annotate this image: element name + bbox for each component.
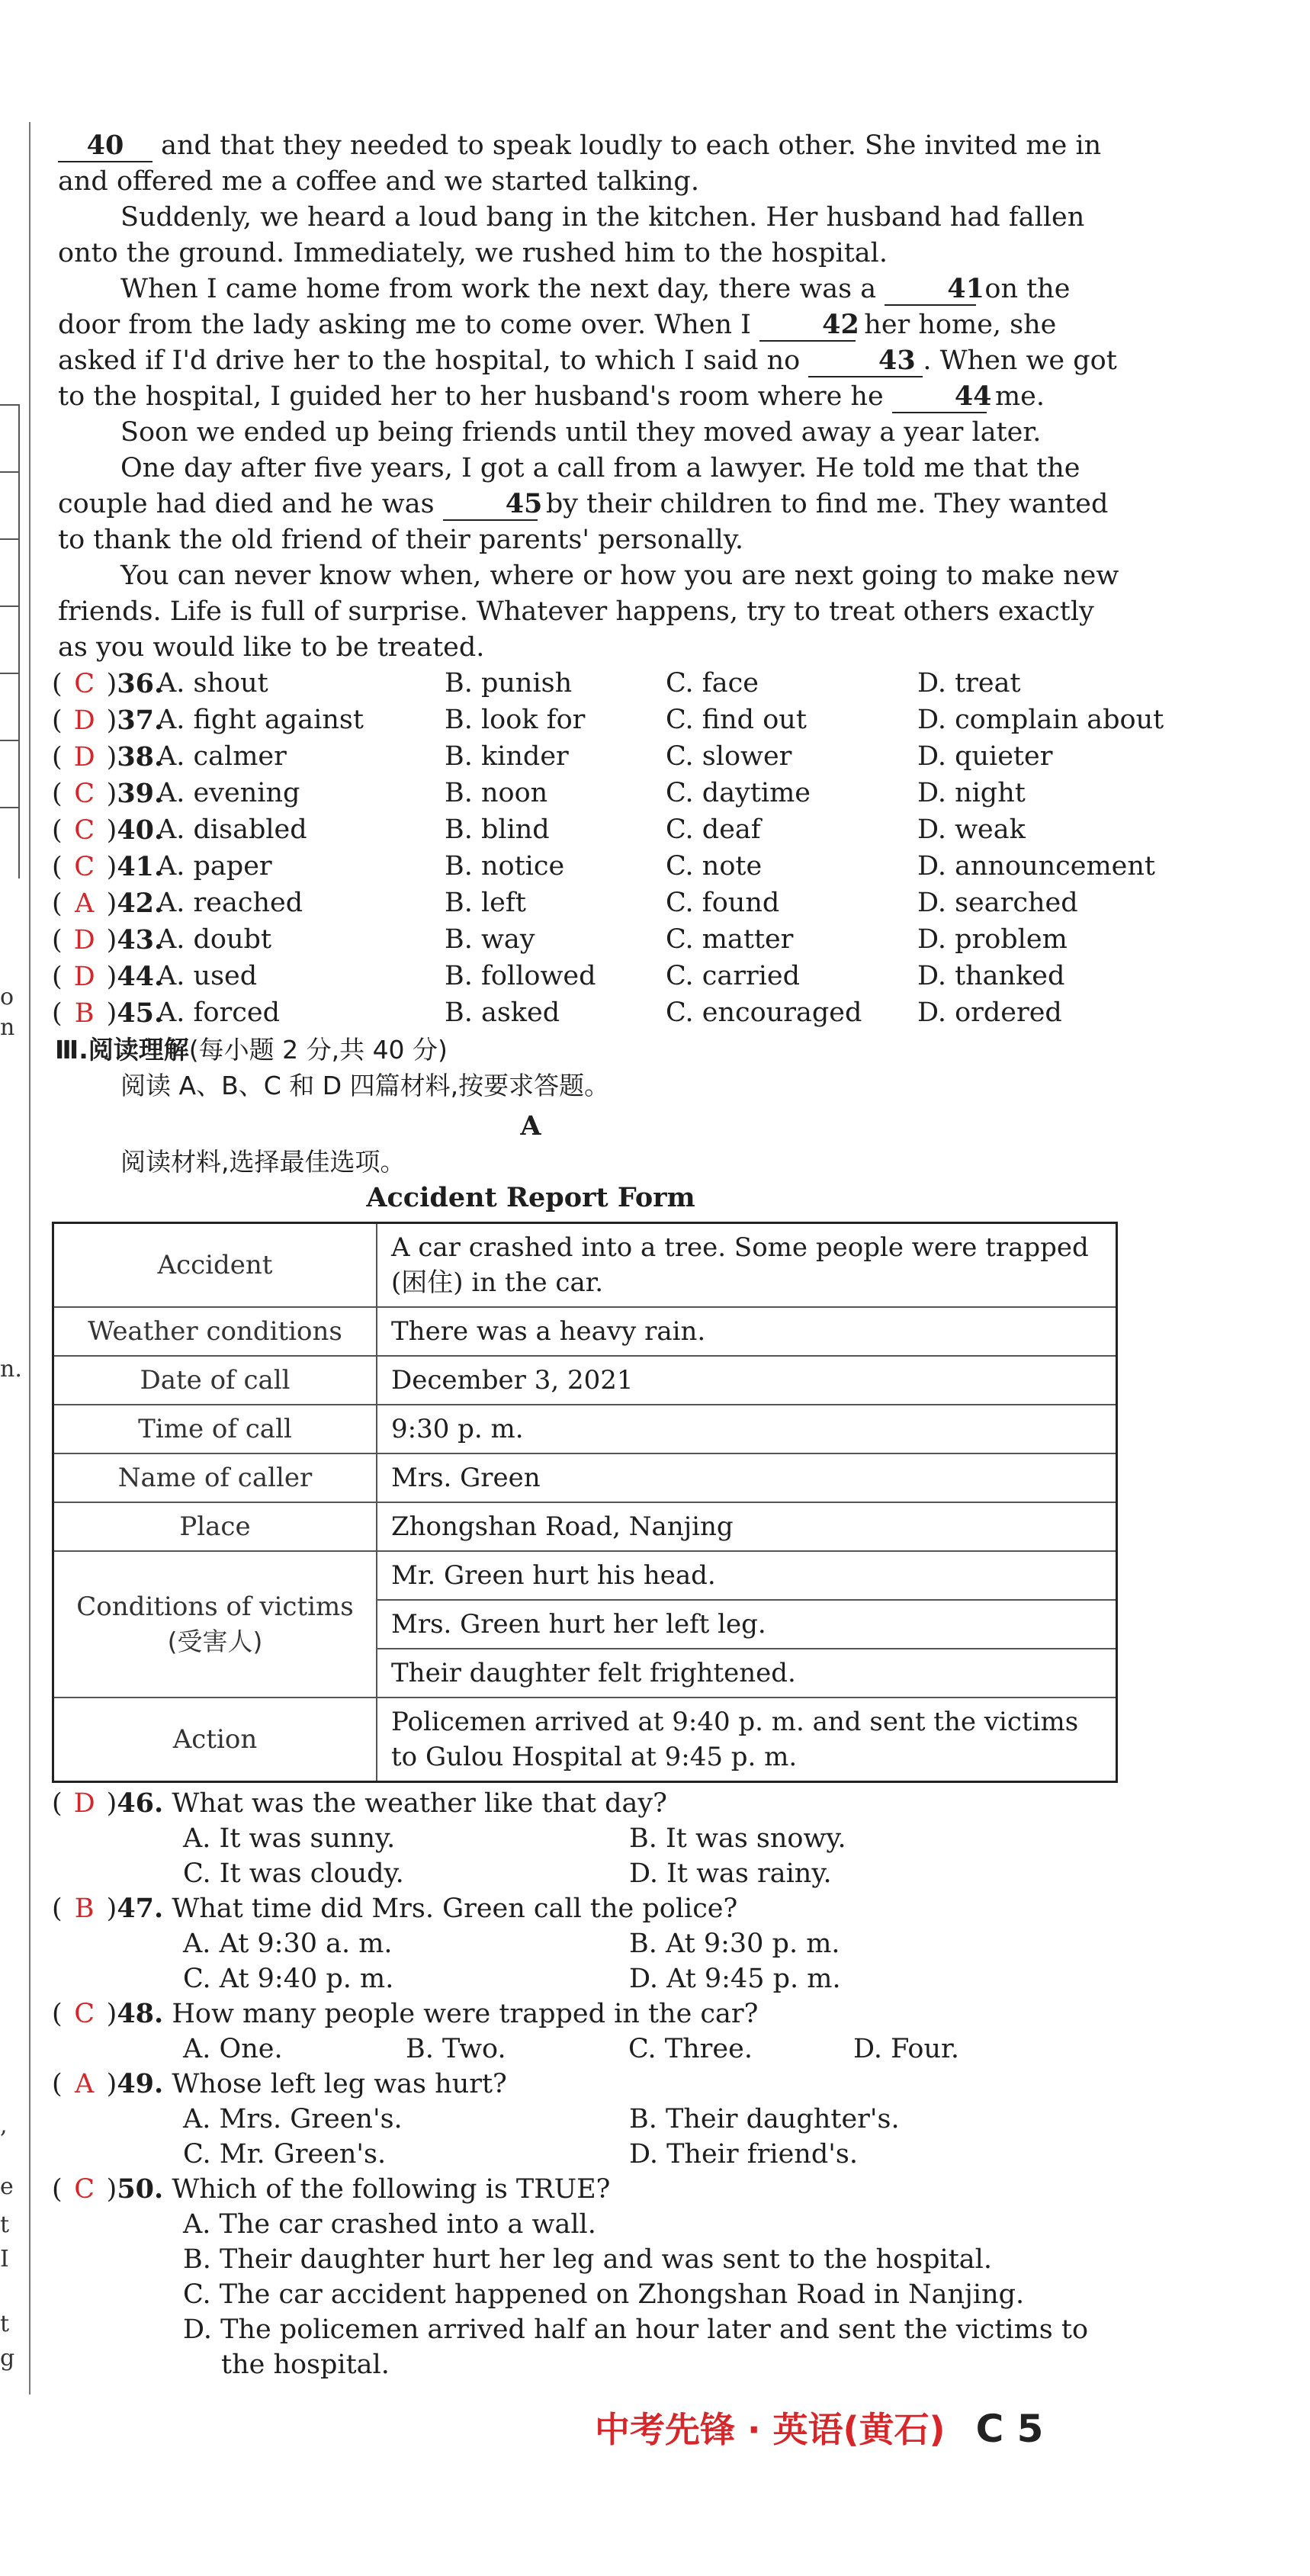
answer-mark: C bbox=[74, 1999, 95, 2029]
option-b: B. asked bbox=[445, 997, 560, 1028]
question-number: 40. bbox=[117, 814, 164, 846]
cloze-passage bbox=[58, 128, 1125, 666]
option-c: C. Three. bbox=[628, 2034, 753, 2064]
option-d: D. night bbox=[917, 778, 1026, 808]
passage-paragraph: When I came home from work the next day, there was a 41 on the door from the lady asking me to come over. When I 42 her home, she asked if I'd drive her to the hospital, to which I said no 43 . When we got to the hospital, I guided her to her husband's room where he 44 me. bbox=[58, 273, 1117, 412]
form-label: Conditions of victims (受害人) bbox=[53, 1551, 377, 1698]
form-row-victims bbox=[53, 1551, 1117, 1600]
option-b: B. look for bbox=[445, 705, 586, 735]
form-label: Date of call bbox=[53, 1356, 377, 1405]
option-a: A. One. bbox=[183, 2034, 283, 2064]
mcq-row: ( D )38. A. calmer B. kinder C. slower D. quieter bbox=[52, 739, 1125, 776]
question-number: 44. bbox=[117, 961, 164, 992]
mcq-row: ( A )42. A. reached B. left C. found D. searched bbox=[52, 885, 1125, 922]
question-stem: Which of the following is TRUE? bbox=[172, 2174, 611, 2205]
margin-fragment: n. bbox=[0, 1356, 22, 1383]
answer-mark: B bbox=[74, 998, 95, 1029]
question-50: ( C )50. Which of the following is TRUE? A. The car crashed into a wall. B. Their daughter hurt her leg and was sent to the hospital. C. The car accident happened on Zhongshan Road in Nanjing. D. The policemen arrived half an hour later and sent the victims to the hospital. bbox=[52, 2172, 1125, 2382]
option-b: B. way bbox=[445, 924, 535, 955]
part-label: A bbox=[520, 1110, 541, 1142]
option-a: A. forced bbox=[157, 997, 281, 1028]
option-b: B. punish bbox=[445, 668, 573, 699]
question-46: ( D )46. What was the weather like that day? A. It was sunny. B. It was snowy. C. It was cloudy. D. It was rainy. bbox=[52, 1786, 1125, 1891]
option-c: C. find out bbox=[666, 705, 807, 735]
option-c: C. Mr. Green's. bbox=[183, 2139, 387, 2170]
margin-fragment: g bbox=[0, 2345, 15, 2372]
option-a: A. evening bbox=[157, 778, 300, 808]
margin-fragment: n bbox=[0, 1014, 15, 1041]
answer-mark: D bbox=[73, 1788, 95, 1819]
reading-questions bbox=[52, 1786, 1125, 2382]
margin-fragment: , bbox=[0, 2112, 8, 2139]
option-b: B. kinder bbox=[445, 741, 569, 772]
section-score-note: (每小题 2 分,共 40 分) bbox=[188, 1035, 448, 1065]
answer-mark: D bbox=[73, 962, 95, 992]
passage-paragraph: Suddenly, we heard a loud bang in the kitchen. Her husband had fallen onto the ground. Immediately, we rushed him to the hospital. bbox=[58, 202, 1085, 268]
passage-paragraph: Soon we ended up being friends until they moved away a year later. bbox=[120, 417, 1042, 448]
passage-paragraph: One day after five years, I got a call from a lawyer. He told me that the couple had died and he was 45 by their children to find me. They wanted to thank the old friend of their parents' personally. bbox=[58, 453, 1109, 555]
question-number: 38. bbox=[117, 741, 164, 772]
form-label: Name of caller bbox=[53, 1453, 377, 1502]
option-c: C. The car accident happened on Zhongshan Road in Nanjing. bbox=[183, 2279, 1025, 2310]
form-value: Zhongshan Road, Nanjing bbox=[377, 1502, 1117, 1551]
option-b: B. It was snowy. bbox=[629, 1823, 846, 1854]
passage-paragraph: 40 and that they needed to speak loudly to each other. She invited me in and offered me a coffee and we started talking. bbox=[58, 130, 1102, 197]
option-b: B. At 9:30 p. m. bbox=[629, 1929, 840, 1959]
margin-fragment: t bbox=[0, 2311, 10, 2337]
form-label: Accident bbox=[53, 1223, 377, 1308]
question-stem: Whose left leg was hurt? bbox=[172, 2069, 507, 2099]
form-label: Action bbox=[53, 1698, 377, 1782]
option-b: B. Their daughter hurt her leg and was sent to the hospital. bbox=[183, 2244, 992, 2275]
option-b: B. Two. bbox=[406, 2034, 506, 2064]
question-number: 41. bbox=[117, 851, 164, 882]
adjacent-page-table-fragment bbox=[0, 404, 20, 878]
question-number: 45. bbox=[117, 997, 164, 1029]
answer-mark: D bbox=[73, 705, 95, 736]
option-a: A. reached bbox=[157, 888, 303, 918]
option-d: D. weak bbox=[917, 814, 1026, 845]
mcq-row: ( C )41. A. paper B. notice C. note D. announcement bbox=[52, 849, 1125, 885]
option-b: B. notice bbox=[445, 851, 565, 882]
question-number: 42. bbox=[117, 888, 164, 919]
blank-44: 44 bbox=[892, 381, 987, 413]
mcq-row: ( C )36. A. shout B. punish C. face D. treat bbox=[52, 666, 1125, 702]
mcq-row: ( D )43. A. doubt B. way C. matter D. problem bbox=[52, 922, 1125, 959]
option-c: C. At 9:40 p. m. bbox=[183, 1964, 394, 1994]
page-number: C 5 bbox=[975, 2407, 1044, 2451]
option-d: D. Their friend's. bbox=[629, 2139, 858, 2170]
option-c: C. encouraged bbox=[666, 997, 862, 1028]
option-d: D. problem bbox=[917, 924, 1068, 955]
option-a: A. Mrs. Green's. bbox=[183, 2104, 403, 2134]
margin-fragment: I bbox=[0, 2246, 9, 2272]
question-number: 36. bbox=[117, 668, 164, 699]
answer-mark: C bbox=[74, 852, 95, 882]
margin-fragment: e bbox=[0, 2173, 14, 2200]
option-b: B. followed bbox=[445, 961, 596, 991]
form-label: Weather conditions bbox=[53, 1307, 377, 1356]
option-c: C. face bbox=[666, 668, 759, 699]
option-c: C. deaf bbox=[666, 814, 761, 845]
question-stem: How many people were trapped in the car? bbox=[172, 1999, 759, 2029]
blank-40: 40 bbox=[58, 130, 153, 162]
form-value: Mrs. Green bbox=[377, 1453, 1117, 1502]
answer-mark: D bbox=[73, 742, 95, 772]
form-value: A car crashed into a tree. Some people were trapped (困住) in the car. bbox=[377, 1223, 1117, 1308]
form-value: December 3, 2021 bbox=[377, 1356, 1117, 1405]
section-instruction: 阅读 A、B、C 和 D 四篇材料,按要求答题。 bbox=[120, 1071, 610, 1100]
option-d: D. The policemen arrived half an hour later and sent the victims to the hospital. bbox=[183, 2314, 1089, 2380]
form-row-place bbox=[53, 1502, 1117, 1551]
answer-mark: C bbox=[74, 815, 95, 846]
question-number: 39. bbox=[117, 778, 164, 809]
form-title: Accident Report Form bbox=[366, 1182, 695, 1213]
question-48: ( C )48. How many people were trapped in the car? A. One. B. Two. C. Three. D. Four. bbox=[52, 1996, 1125, 2067]
option-d: D. complain about bbox=[917, 705, 1164, 735]
option-b: B. left bbox=[445, 888, 526, 918]
answer-mark: C bbox=[74, 2174, 95, 2205]
form-row-time bbox=[53, 1405, 1117, 1453]
form-row-accident bbox=[53, 1223, 1117, 1308]
blank-41: 41 bbox=[885, 274, 976, 306]
form-value: Mrs. Green hurt her left leg. bbox=[377, 1600, 1117, 1649]
answer-mark: A bbox=[75, 2069, 95, 2099]
blank-42: 42 bbox=[759, 310, 856, 342]
form-row-caller bbox=[53, 1453, 1117, 1502]
section-heading: Ⅲ.阅读理解(每小题 2 分,共 40 分) bbox=[55, 1035, 448, 1065]
answer-mark: D bbox=[73, 925, 95, 956]
option-d: D. It was rainy. bbox=[629, 1858, 832, 1889]
option-d: D. searched bbox=[917, 888, 1078, 918]
option-d: D. thanked bbox=[917, 961, 1065, 991]
mcq-row: ( C )39. A. evening B. noon C. daytime D. night bbox=[52, 776, 1125, 812]
form-value: Policemen arrived at 9:40 p. m. and sent the victims to Gulou Hospital at 9:45 p. m. bbox=[377, 1698, 1117, 1782]
option-c: C. daytime bbox=[666, 778, 811, 808]
option-a: A. It was sunny. bbox=[183, 1823, 396, 1854]
option-b: B. noon bbox=[445, 778, 548, 808]
form-label: Place bbox=[53, 1502, 377, 1551]
option-a: A. doubt bbox=[157, 924, 272, 955]
form-row-action bbox=[53, 1698, 1117, 1782]
accident-report-form bbox=[52, 1222, 1118, 1783]
option-d: D. At 9:45 p. m. bbox=[629, 1964, 841, 1994]
option-a: A. disabled bbox=[157, 814, 307, 845]
page-footer bbox=[595, 2402, 1043, 2452]
page-content bbox=[52, 128, 1164, 2382]
answer-mark: A bbox=[75, 888, 95, 919]
form-value: Mr. Green hurt his head. bbox=[377, 1551, 1117, 1600]
option-c: C. It was cloudy. bbox=[183, 1858, 404, 1889]
margin-fragment: o bbox=[0, 984, 14, 1010]
option-d: D. treat bbox=[917, 668, 1021, 699]
option-c: C. carried bbox=[666, 961, 801, 991]
cloze-options bbox=[52, 666, 1164, 1032]
form-value: 9:30 p. m. bbox=[377, 1405, 1117, 1453]
question-49: ( A )49. Whose left leg was hurt? A. Mrs. Green's. B. Their daughter's. C. Mr. Green's. D. Their friend's. bbox=[52, 2067, 1125, 2172]
option-a: A. At 9:30 a. m. bbox=[183, 1929, 393, 1959]
form-label: Time of call bbox=[53, 1405, 377, 1453]
option-a: A. calmer bbox=[157, 741, 287, 772]
question-stem: What was the weather like that day? bbox=[172, 1788, 667, 1819]
mcq-row: ( D )37. A. fight against B. look for C. find out D. complain about bbox=[52, 702, 1125, 739]
option-a: A. The car crashed into a wall. bbox=[183, 2209, 596, 2240]
option-a: A. used bbox=[157, 961, 258, 991]
form-value: Their daughter felt frightened. bbox=[377, 1649, 1117, 1698]
answer-mark: B bbox=[74, 1893, 95, 1924]
answer-mark: C bbox=[74, 779, 95, 809]
question-number: 43. bbox=[117, 924, 164, 956]
question-47: ( B )47. What time did Mrs. Green call the police? A. At 9:30 a. m. B. At 9:30 p. m. C. At 9:40 p. m. D. At 9:45 p. m. bbox=[52, 1891, 1125, 1996]
option-c: C. found bbox=[666, 888, 780, 918]
question-number: 37. bbox=[117, 705, 164, 736]
mcq-row: ( C )40. A. disabled B. blind C. deaf D. weak bbox=[52, 812, 1125, 849]
form-row-date bbox=[53, 1356, 1117, 1405]
margin-fragment: t bbox=[0, 2211, 10, 2238]
option-b: B. Their daughter's. bbox=[629, 2104, 900, 2134]
blank-45: 45 bbox=[443, 489, 538, 521]
option-d: D. quieter bbox=[917, 741, 1053, 772]
form-row-weather bbox=[53, 1307, 1117, 1356]
part-instruction: 阅读材料,选择最佳选项。 bbox=[120, 1147, 406, 1177]
option-d: D. ordered bbox=[917, 997, 1062, 1028]
option-d: D. Four. bbox=[853, 2034, 960, 2064]
mcq-row: ( B )45. A. forced B. asked C. encouraged D. ordered bbox=[52, 995, 1125, 1032]
question-stem: What time did Mrs. Green call the police? bbox=[172, 1893, 738, 1924]
answer-mark: C bbox=[74, 669, 95, 699]
option-a: A. shout bbox=[157, 668, 268, 699]
option-a: A. paper bbox=[157, 851, 272, 882]
passage-paragraph: You can never know when, where or how you are next going to make new friends. Life is full of surprise. Whatever happens, try to treat others exactly as you would like to be treated. bbox=[58, 560, 1119, 663]
mcq-row: ( D )44. A. used B. followed C. carried D. thanked bbox=[52, 959, 1125, 995]
option-b: B. blind bbox=[445, 814, 550, 845]
blank-43: 43 bbox=[808, 345, 923, 377]
form-value: There was a heavy rain. bbox=[377, 1307, 1117, 1356]
book-brand: 中考先锋 · 英语(黄石) bbox=[595, 2409, 946, 2450]
option-a: A. fight against bbox=[157, 705, 364, 735]
option-c: C. note bbox=[666, 851, 763, 882]
option-d: D. announcement bbox=[917, 851, 1155, 882]
option-c: C. matter bbox=[666, 924, 794, 955]
margin-rule bbox=[29, 122, 31, 2395]
option-c: C. slower bbox=[666, 741, 792, 772]
